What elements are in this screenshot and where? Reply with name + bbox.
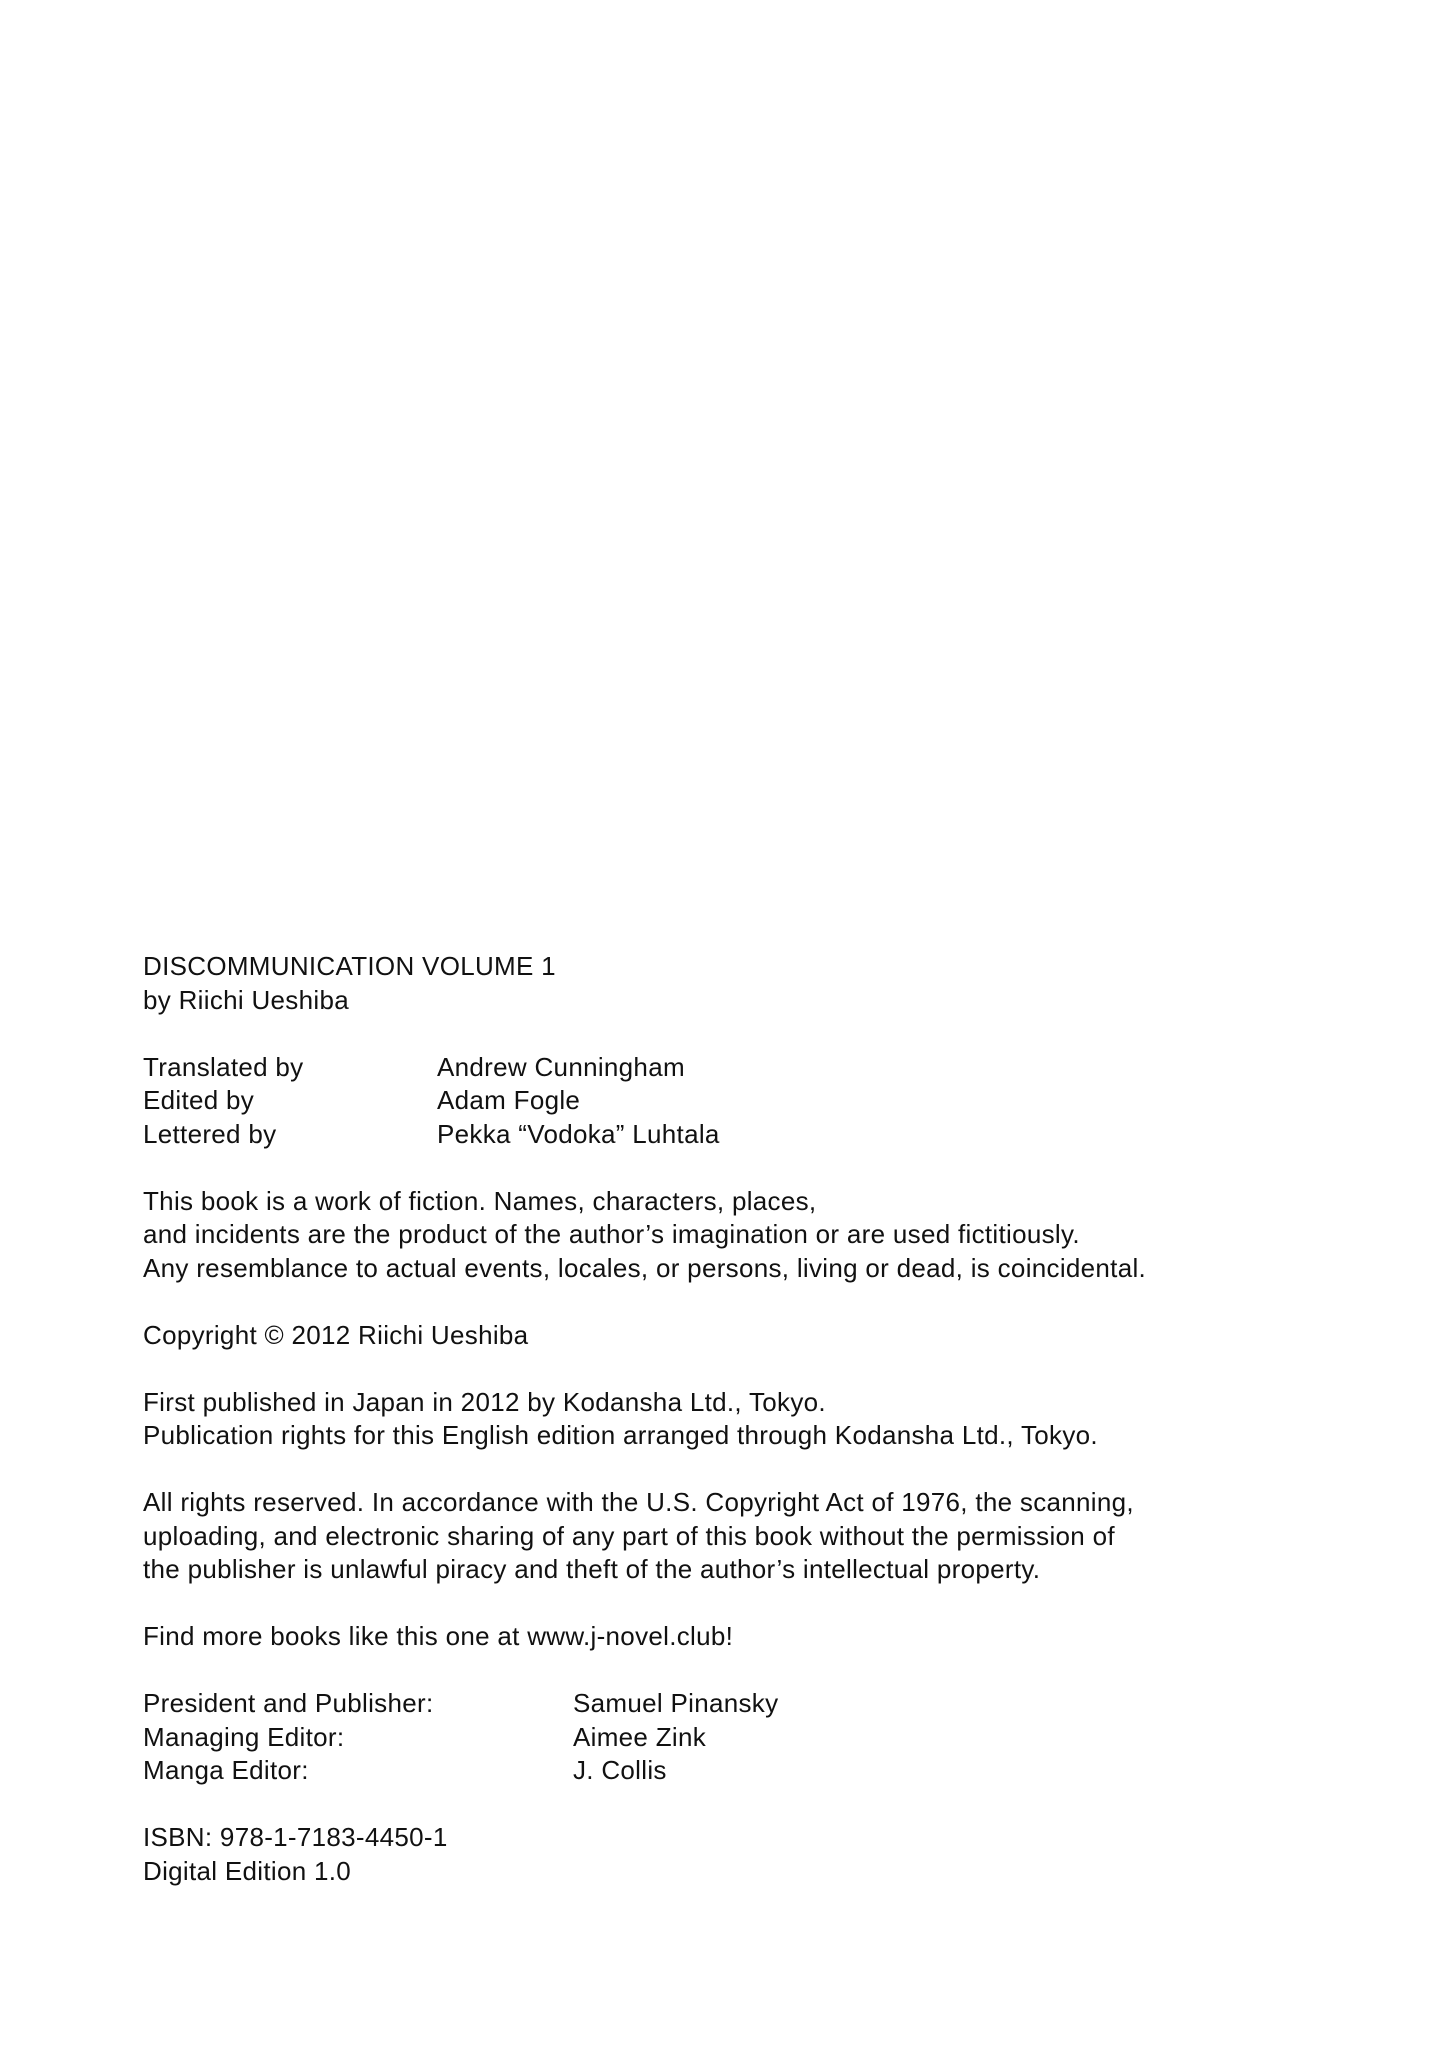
credit-row	[143, 1051, 1293, 1085]
copyright-line: Copyright © 2012 Riichi Ueshiba	[143, 1319, 529, 1350]
credit-row	[143, 1118, 1293, 1152]
isbn: ISBN: 978-1-7183-4450-1	[143, 1822, 448, 1852]
credit-role: Translated by	[143, 1051, 304, 1082]
staff-role: Manga Editor:	[143, 1755, 309, 1785]
book-title: DISCOMMUNICATION VOLUME 1	[143, 951, 556, 981]
publication-line: Publication rights for this English edition arranged through Kodansha Ltd., Tokyo.	[143, 1420, 1098, 1450]
staff-role: President and Publisher:	[143, 1688, 434, 1718]
publication-line: First published in Japan in 2012 by Kodansha Ltd., Tokyo.	[143, 1386, 826, 1417]
credit-name: Andrew Cunningham	[437, 1051, 685, 1082]
staff-row	[143, 1721, 1293, 1755]
credit-role: Edited by	[143, 1085, 255, 1115]
staff-row	[143, 1687, 1293, 1721]
credit-name: Pekka “Vodoka” Luhtala	[437, 1118, 720, 1149]
rights-line: All rights reserved. In accordance with the U.S. Copyright Act of 1976, the scanning,	[143, 1487, 1134, 1517]
fiction-notice-line: This book is a work of fiction. Names, characters, places,	[143, 1185, 817, 1216]
staff-name: Samuel Pinansky	[573, 1688, 779, 1718]
rights-line: the publisher is unlawful piracy and theft of the author’s intellectual property.	[143, 1554, 1041, 1584]
staff-row	[143, 1754, 1293, 1788]
find-more-line: Find more books like this one at www.j-novel.club!	[143, 1621, 734, 1651]
staff-name: Aimee Zink	[573, 1721, 707, 1752]
staff-role: Managing Editor:	[143, 1721, 345, 1752]
author-line: by Riichi Ueshiba	[143, 984, 349, 1015]
rights-line: uploading, and electronic sharing of any part of this book without the permission of	[143, 1520, 1115, 1551]
fiction-notice-line: Any resemblance to actual events, locales, or persons, living or dead, is coincidental.	[143, 1252, 1147, 1283]
staff-name: J. Collis	[573, 1755, 667, 1785]
credit-row	[143, 1084, 1293, 1118]
fiction-notice-line: and incidents are the product of the author’s imagination or are used fictitiously.	[143, 1219, 1080, 1249]
credit-name: Adam Fogle	[437, 1085, 581, 1115]
copyright-page	[143, 950, 1293, 1888]
credit-role: Lettered by	[143, 1118, 277, 1149]
edition: Digital Edition 1.0	[143, 1855, 352, 1886]
